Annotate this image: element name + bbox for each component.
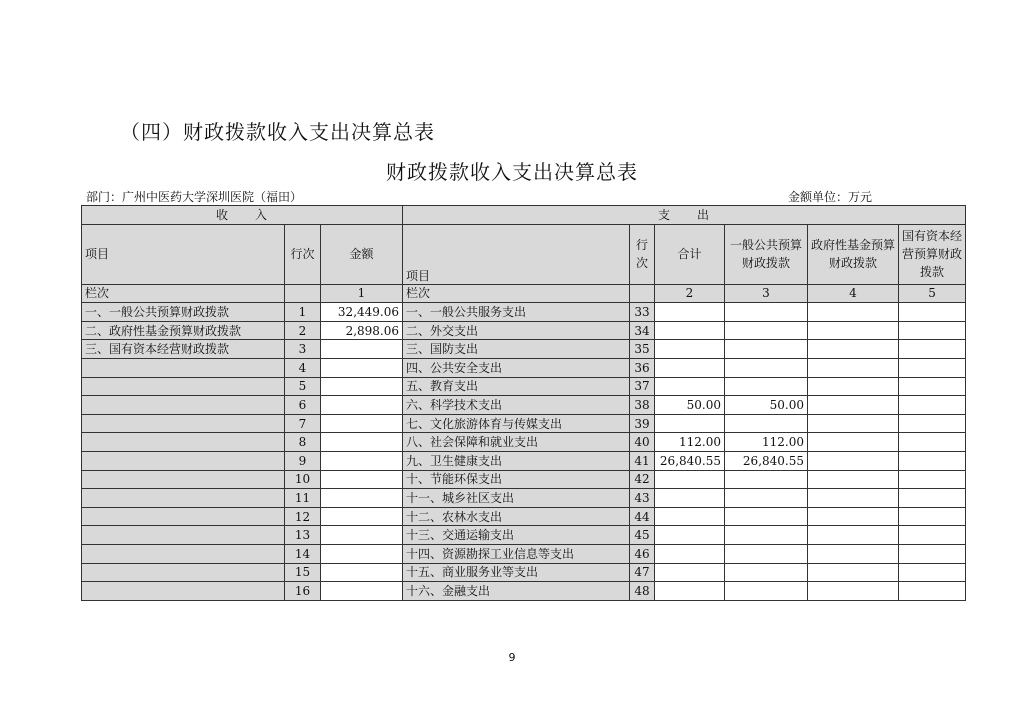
state-capital-cell [899, 582, 966, 601]
general-budget-cell [725, 414, 808, 433]
expense-line-cell: 43 [630, 489, 655, 508]
total-cell [655, 526, 725, 545]
income-line-cell: 1 [285, 303, 321, 322]
income-line-cell: 2 [285, 321, 321, 340]
expense-line-cell: 46 [630, 544, 655, 563]
unit-label: 金额单位：万元 [788, 190, 873, 204]
expense-line-cell: 45 [630, 526, 655, 545]
expense-item-cell: 六、科学技术支出 [403, 396, 630, 415]
income-group-header: 收 入 [82, 206, 403, 225]
general-budget-cell [725, 470, 808, 489]
expense-line-cell: 41 [630, 451, 655, 470]
state-capital-cell [899, 526, 966, 545]
index-c2: 2 [655, 284, 725, 303]
index-c1: 1 [321, 284, 403, 303]
expense-line-cell: 34 [630, 321, 655, 340]
gov-fund-cell [808, 451, 899, 470]
total-cell [655, 321, 725, 340]
general-budget-cell [725, 303, 808, 322]
expense-item-cell: 四、公共安全支出 [403, 358, 630, 377]
table-row [82, 526, 966, 545]
expense-line-cell: 40 [630, 433, 655, 452]
income-line-cell: 6 [285, 396, 321, 415]
table-row [82, 358, 966, 377]
total-cell [655, 582, 725, 601]
index-c3: 3 [725, 284, 808, 303]
income-amount-header: 金额 [321, 224, 403, 284]
income-item-cell: 三、国有资本经营财政拨款 [82, 340, 285, 359]
table-title: 财政拨款收入支出决算总表 [386, 160, 638, 184]
table-row [82, 582, 966, 601]
income-amount-cell [321, 526, 403, 545]
expense-line-cell: 47 [630, 563, 655, 582]
total-cell [655, 489, 725, 508]
table-row [82, 563, 966, 582]
expense-item-cell: 五、教育支出 [403, 377, 630, 396]
gov-fund-cell [808, 396, 899, 415]
table-row [82, 396, 966, 415]
index-c4: 4 [808, 284, 899, 303]
income-item-cell [82, 470, 285, 489]
income-amount-cell: 32,449.06 [321, 303, 403, 322]
gov-fund-cell [808, 358, 899, 377]
income-line-cell: 10 [285, 470, 321, 489]
gov-fund-cell [808, 414, 899, 433]
income-line-cell: 13 [285, 526, 321, 545]
expense-line-cell: 44 [630, 507, 655, 526]
expense-item-cell: 七、文化旅游体育与传媒支出 [403, 414, 630, 433]
general-budget-cell [725, 544, 808, 563]
income-amount-cell [321, 544, 403, 563]
expense-line-cell: 35 [630, 340, 655, 359]
expense-line-cell: 36 [630, 358, 655, 377]
income-item-cell [82, 507, 285, 526]
state-capital-cell [899, 340, 966, 359]
general-budget-cell [725, 582, 808, 601]
expense-item-cell: 十四、资源勘探工业信息等支出 [403, 544, 630, 563]
income-line-cell: 4 [285, 358, 321, 377]
table-row [82, 340, 966, 359]
state-capital-cell [899, 396, 966, 415]
section-title: （四）财政拨款收入支出决算总表 [120, 120, 435, 144]
state-capital-cell [899, 303, 966, 322]
state-capital-cell [899, 321, 966, 340]
income-item-cell [82, 358, 285, 377]
table-row [82, 433, 966, 452]
index-exp-empty [630, 284, 655, 303]
total-cell [655, 563, 725, 582]
total-cell [655, 544, 725, 563]
income-item-cell [82, 544, 285, 563]
gov-fund-cell [808, 489, 899, 508]
income-amount-cell [321, 396, 403, 415]
expense-line-cell: 37 [630, 377, 655, 396]
expense-line-cell: 38 [630, 396, 655, 415]
table-row [82, 321, 966, 340]
income-line-cell: 14 [285, 544, 321, 563]
state-capital-cell [899, 414, 966, 433]
income-item-cell [82, 563, 285, 582]
general-budget-cell: 50.00 [725, 396, 808, 415]
expense-item-cell: 三、国防支出 [403, 340, 630, 359]
expense-item-header: 项目 [403, 224, 630, 284]
income-line-cell: 3 [285, 340, 321, 359]
income-amount-cell [321, 451, 403, 470]
state-capital-cell [899, 451, 966, 470]
income-item-cell [82, 377, 285, 396]
gov-fund-cell [808, 321, 899, 340]
department-label: 部门：广州中医药大学深圳医院（福田） [86, 190, 303, 204]
general-budget-cell [725, 358, 808, 377]
expense-item-cell: 十五、商业服务业等支出 [403, 563, 630, 582]
gov-fund-cell [808, 340, 899, 359]
income-line-cell: 9 [285, 451, 321, 470]
income-amount-cell [321, 358, 403, 377]
income-amount-cell [321, 563, 403, 582]
expense-line-cell: 39 [630, 414, 655, 433]
income-item-cell [82, 451, 285, 470]
total-cell [655, 377, 725, 396]
income-line-cell: 15 [285, 563, 321, 582]
gov-fund-cell [808, 563, 899, 582]
expense-line-header: 行次 [630, 224, 655, 284]
income-line-header: 行次 [285, 224, 321, 284]
group-header-row [82, 206, 966, 225]
income-amount-cell [321, 582, 403, 601]
table-row [82, 451, 966, 470]
gov-fund-cell [808, 526, 899, 545]
income-line-cell: 11 [285, 489, 321, 508]
expense-item-cell: 八、社会保障和就业支出 [403, 433, 630, 452]
income-amount-cell [321, 340, 403, 359]
general-budget-cell [725, 489, 808, 508]
total-cell [655, 414, 725, 433]
gov-fund-cell [808, 544, 899, 563]
total-cell [655, 470, 725, 489]
gov-fund-cell [808, 470, 899, 489]
income-line-cell: 16 [285, 582, 321, 601]
gov-fund-cell [808, 377, 899, 396]
general-budget-cell [725, 321, 808, 340]
total-cell [655, 358, 725, 377]
expense-item-cell: 十三、交通运输支出 [403, 526, 630, 545]
income-line-cell: 12 [285, 507, 321, 526]
income-item-cell: 二、政府性基金预算财政拨款 [82, 321, 285, 340]
expense-item-cell: 十二、农林水支出 [403, 507, 630, 526]
financial-summary-table [81, 205, 966, 601]
total-cell: 112.00 [655, 433, 725, 452]
income-item-cell [82, 582, 285, 601]
expense-item-cell: 十一、城乡社区支出 [403, 489, 630, 508]
page-number: 9 [508, 651, 516, 664]
gov-fund-cell [808, 303, 899, 322]
index-row [82, 284, 966, 303]
income-amount-cell [321, 433, 403, 452]
general-budget-cell [725, 340, 808, 359]
state-capital-cell [899, 470, 966, 489]
general-budget-cell [725, 563, 808, 582]
income-amount-cell [321, 377, 403, 396]
index-label: 栏次 [82, 284, 285, 303]
table-row [82, 489, 966, 508]
state-capital-cell [899, 507, 966, 526]
income-amount-cell [321, 507, 403, 526]
income-item-cell [82, 433, 285, 452]
income-item-cell [82, 489, 285, 508]
income-item-cell [82, 396, 285, 415]
gov-fund-cell [808, 507, 899, 526]
index-empty [285, 284, 321, 303]
expense-item-cell: 一、一般公共服务支出 [403, 303, 630, 322]
expense-line-cell: 33 [630, 303, 655, 322]
column-header-row [82, 224, 966, 284]
total-header: 合计 [655, 224, 725, 284]
total-cell [655, 340, 725, 359]
state-capital-cell [899, 544, 966, 563]
index-c5: 5 [899, 284, 966, 303]
general-budget-header: 一般公共预算财政拨款 [725, 224, 808, 284]
gov-fund-header: 政府性基金预算财政拨款 [808, 224, 899, 284]
general-budget-cell [725, 526, 808, 545]
general-budget-cell: 26,840.55 [725, 451, 808, 470]
state-capital-cell [899, 433, 966, 452]
table-row [82, 414, 966, 433]
table-row [82, 544, 966, 563]
expense-item-cell: 十六、金融支出 [403, 582, 630, 601]
expense-item-cell: 九、卫生健康支出 [403, 451, 630, 470]
general-budget-cell: 112.00 [725, 433, 808, 452]
income-line-cell: 7 [285, 414, 321, 433]
income-item-header: 项目 [82, 224, 285, 284]
index-exp-label: 栏次 [403, 284, 630, 303]
total-cell: 50.00 [655, 396, 725, 415]
expense-group-header: 支 出 [403, 206, 966, 225]
income-line-cell: 5 [285, 377, 321, 396]
income-amount-cell: 2,898.06 [321, 321, 403, 340]
state-capital-cell [899, 489, 966, 508]
expense-line-cell: 48 [630, 582, 655, 601]
expense-line-cell: 42 [630, 470, 655, 489]
income-item-cell [82, 414, 285, 433]
gov-fund-cell [808, 433, 899, 452]
table-row [82, 377, 966, 396]
table-row [82, 470, 966, 489]
state-capital-cell [899, 377, 966, 396]
income-amount-cell [321, 489, 403, 508]
total-cell [655, 303, 725, 322]
income-amount-cell [321, 414, 403, 433]
state-capital-cell [899, 563, 966, 582]
total-cell [655, 507, 725, 526]
state-capital-cell [899, 358, 966, 377]
income-item-cell [82, 526, 285, 545]
income-line-cell: 8 [285, 433, 321, 452]
gov-fund-cell [808, 582, 899, 601]
table-row [82, 507, 966, 526]
table-row [82, 303, 966, 322]
total-cell: 26,840.55 [655, 451, 725, 470]
income-amount-cell [321, 470, 403, 489]
expense-item-cell: 二、外交支出 [403, 321, 630, 340]
general-budget-cell [725, 377, 808, 396]
income-item-cell: 一、一般公共预算财政拨款 [82, 303, 285, 322]
expense-item-cell: 十、节能环保支出 [403, 470, 630, 489]
state-capital-header: 国有资本经营预算财政拨款 [899, 224, 966, 284]
general-budget-cell [725, 507, 808, 526]
